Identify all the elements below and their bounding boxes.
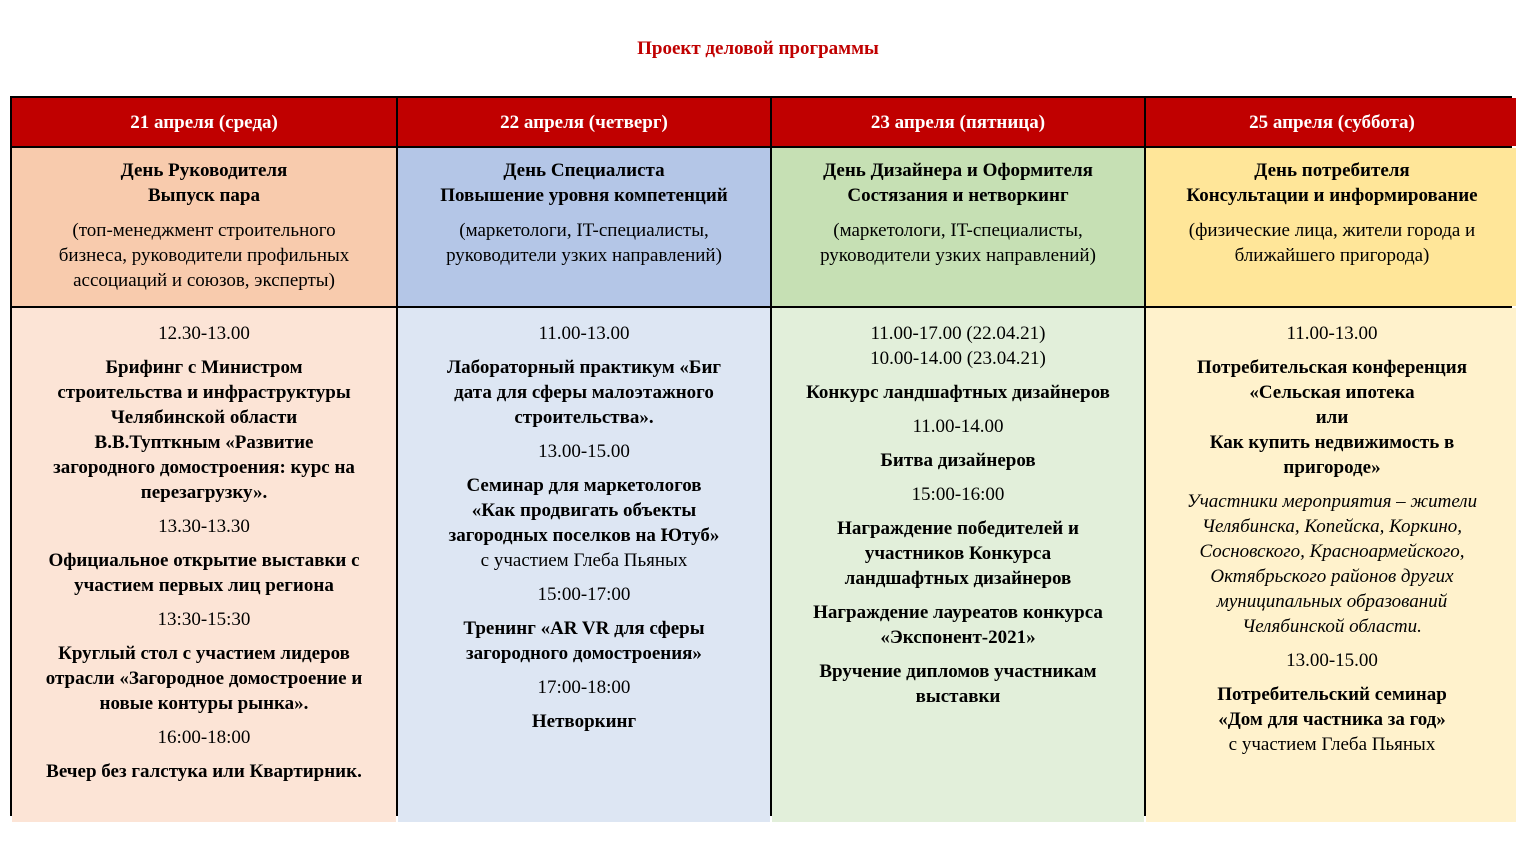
schedule-time xyxy=(1152,321,1512,346)
schedule-event-line: выставки xyxy=(915,686,1001,707)
schedule-time xyxy=(18,514,390,539)
schedule-note xyxy=(1152,489,1512,639)
schedule-event xyxy=(404,355,764,430)
schedule-event-line: «Сельская ипотека xyxy=(1249,382,1415,403)
schedule-time-line: 17:00-18:00 xyxy=(537,677,631,698)
day-theme-line: Выпуск пара xyxy=(147,185,260,206)
schedule-event-line: Конкурс ландшафтных дизайнеров xyxy=(806,382,1110,403)
schedule-event-line: дата для сферы малоэтажного xyxy=(454,382,714,403)
day-info-1 xyxy=(12,148,396,306)
schedule-event xyxy=(778,380,1138,405)
day-theme xyxy=(18,158,390,208)
schedule-time-line: 13.30-13.30 xyxy=(158,516,250,537)
schedule-event-line: «Дом для частника за год» xyxy=(1218,709,1446,730)
schedule-event-line: Потребительский семинар xyxy=(1217,684,1447,705)
schedule-event-line: участников Конкурса xyxy=(864,543,1052,564)
schedule-event-line: Как купить недвижимость в xyxy=(1209,432,1455,453)
schedule-event-line: пригороде» xyxy=(1283,457,1381,478)
schedule-time-line: 13.00-15.00 xyxy=(1286,650,1378,671)
schedule-time-line: 13:30-15:30 xyxy=(157,609,251,630)
schedule-event xyxy=(18,548,390,598)
day-audience-line: (маркетологи, IT-специалисты, xyxy=(833,220,1083,241)
schedule-event-line: Награждение лауреатов конкурса xyxy=(813,602,1103,623)
schedule-event-line: новые контуры рынка». xyxy=(99,693,309,714)
schedule-event-line: отрасли «Загородное домостроение и xyxy=(45,668,363,689)
schedule-time-line: с участием Глеба Пьяных xyxy=(480,550,688,571)
day-theme-line: День Дизайнера и Оформителя xyxy=(823,160,1093,181)
day-schedule-4 xyxy=(1146,308,1516,822)
day-info-2 xyxy=(398,148,770,306)
schedule-time xyxy=(778,321,1138,371)
schedule-time xyxy=(778,482,1138,507)
day-theme-line: Состязания и нетворкинг xyxy=(847,185,1069,206)
day-theme-line: День потребителя xyxy=(1254,160,1410,181)
schedule-event xyxy=(778,448,1138,473)
day-schedule-3 xyxy=(772,308,1144,822)
schedule-time-line: 16:00-18:00 xyxy=(157,727,251,748)
day-audience-line: руководители узких направлений) xyxy=(446,245,722,266)
day-info-3 xyxy=(772,148,1144,306)
day-audience xyxy=(778,218,1138,268)
schedule-time xyxy=(18,607,390,632)
schedule-event-line: Вручение дипломов участникам xyxy=(819,661,1097,682)
day-audience-line: руководители узких направлений) xyxy=(820,245,1096,266)
schedule-event-line: или xyxy=(1315,407,1349,428)
day-schedule-1 xyxy=(12,308,396,822)
schedule-event-line: Семинар для маркетологов xyxy=(466,475,702,496)
schedule-event xyxy=(778,659,1138,709)
schedule-time-line: 11.00-13.00 xyxy=(538,323,630,344)
day-audience-line: ассоциаций и союзов, эксперты) xyxy=(73,270,335,291)
schedule-event xyxy=(18,355,390,505)
day-info-4 xyxy=(1146,148,1516,306)
page-title: Проект деловой программы xyxy=(637,38,879,59)
schedule-event xyxy=(1152,682,1512,732)
schedule-time xyxy=(404,675,764,700)
schedule-event-line: Нетворкинг xyxy=(531,711,637,732)
schedule-event-line: Официальное открытие выставки с xyxy=(48,550,360,571)
schedule-event-line: участием первых лиц региона xyxy=(74,575,334,596)
day-audience-line: бизнеса, руководители профильных xyxy=(58,245,350,266)
schedule-time xyxy=(778,414,1138,439)
schedule-event-line: Тренинг «AR VR для сферы xyxy=(463,618,705,639)
schedule-event-line: Потребительская конференция xyxy=(1197,357,1467,378)
schedule-note-line: Октябрьского районов других xyxy=(1210,566,1454,587)
schedule-time xyxy=(18,321,390,346)
schedule-event xyxy=(778,600,1138,650)
schedule-time-line: 11.00-13.00 xyxy=(1286,323,1378,344)
schedule-event-line: строительства». xyxy=(514,407,654,428)
schedule-time xyxy=(1152,732,1512,757)
schedule-event-line: загородного домостроения: курс на xyxy=(53,457,355,478)
schedule-event xyxy=(18,641,390,716)
schedule-event-line: строительства и инфраструктуры xyxy=(57,382,351,403)
schedule-event-line: перезагрузку». xyxy=(140,482,268,503)
day-audience xyxy=(1152,218,1512,268)
schedule-time-line: 11.00-17.00 (22.04.21) xyxy=(870,323,1046,344)
day-header-2: 22 апреля (четверг) xyxy=(398,98,770,146)
schedule-note-line: муниципальных образований xyxy=(1216,591,1448,612)
schedule-event xyxy=(18,759,390,784)
day-header-4: 25 апреля (суббота) xyxy=(1146,98,1516,146)
schedule-time-line: 11.00-14.00 xyxy=(912,416,1004,437)
schedule-time xyxy=(404,548,764,573)
day-theme xyxy=(778,158,1138,208)
schedule-event-line: Челябинской области xyxy=(110,407,298,428)
day-theme xyxy=(404,158,764,208)
schedule-event xyxy=(404,473,764,548)
schedule-time-line: 13.00-15.00 xyxy=(538,441,630,462)
schedule-note-line: Челябинской области. xyxy=(1242,616,1422,637)
schedule-time xyxy=(404,582,764,607)
schedule-event xyxy=(404,709,764,734)
schedule-time-line: 10.00-14.00 (23.04.21) xyxy=(870,348,1046,369)
schedule-event-line: загородного домостроения» xyxy=(466,643,702,664)
schedule-time xyxy=(404,439,764,464)
program-table xyxy=(10,96,1512,816)
schedule-event-line: Награждение победителей и xyxy=(837,518,1079,539)
schedule-event-line: «Экспонент-2021» xyxy=(880,627,1036,648)
day-audience-line: ближайшего пригорода) xyxy=(1234,245,1430,266)
schedule-time xyxy=(18,725,390,750)
schedule-note-line: Сосновского, Красноармейского, xyxy=(1199,541,1465,562)
schedule-event xyxy=(404,616,764,666)
schedule-event-line: «Как продвигать объекты xyxy=(471,500,697,521)
schedule-event-line: Вечер без галстука или Квартирник. xyxy=(46,761,362,782)
day-theme xyxy=(1152,158,1512,208)
schedule-event-line: Лабораторный практикум «Биг xyxy=(446,357,722,378)
schedule-event-line: Брифинг с Министром xyxy=(105,357,303,378)
schedule-event-line: Круглый стол с участием лидеров xyxy=(58,643,350,664)
day-theme-line: День Руководителя xyxy=(120,160,288,181)
day-theme-line: Консультации и информирование xyxy=(1186,185,1478,206)
schedule-event xyxy=(778,516,1138,591)
schedule-time-line: 15:00-17:00 xyxy=(537,584,631,605)
schedule-time-line: 12.30-13.00 xyxy=(158,323,250,344)
schedule-time-line: с участием Глеба Пьяных xyxy=(1228,734,1436,755)
day-header-3: 23 апреля (пятница) xyxy=(772,98,1144,146)
day-theme-line: День Специалиста xyxy=(503,160,665,181)
schedule-note-line: Участники мероприятия – жители xyxy=(1186,491,1478,512)
schedule-event xyxy=(1152,355,1512,480)
day-schedule-2 xyxy=(398,308,770,822)
schedule-time xyxy=(404,321,764,346)
schedule-event-line: загородных поселков на Ютуб» xyxy=(448,525,720,546)
schedule-event-line: ландшафтных дизайнеров xyxy=(844,568,1072,589)
day-header-1: 21 апреля (среда) xyxy=(12,98,396,146)
day-audience-line: (физические лица, жители города и xyxy=(1188,220,1476,241)
schedule-time-line: 15:00-16:00 xyxy=(911,484,1005,505)
day-audience-line: (маркетологи, IT-специалисты, xyxy=(459,220,709,241)
schedule-event-line: В.В.Тупткным «Развитие xyxy=(94,432,314,453)
schedule-note-line: Челябинска, Копейска, Коркино, xyxy=(1201,516,1463,537)
day-theme-line: Повышение уровня компетенций xyxy=(440,185,728,206)
day-audience xyxy=(18,218,390,293)
day-audience-line: (топ-менеджмент строительного xyxy=(72,220,336,241)
schedule-event-line: Битва дизайнеров xyxy=(880,450,1036,471)
day-audience xyxy=(404,218,764,268)
schedule-time xyxy=(1152,648,1512,673)
